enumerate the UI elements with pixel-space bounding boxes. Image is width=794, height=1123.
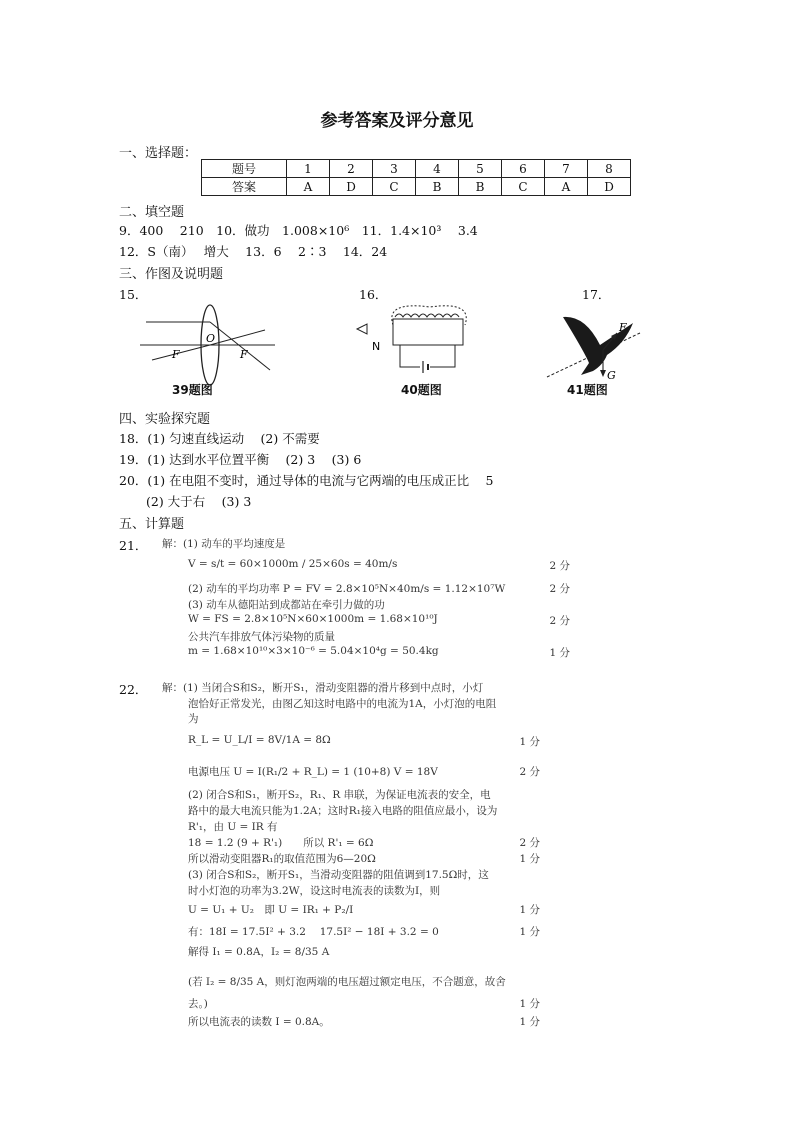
table-row-numbers	[202, 160, 631, 178]
coil-windings	[395, 314, 459, 317]
answer-20-part1: 20．(1) 在电阻不变时，通过导体的电流与它两端的电压成正比 5	[119, 473, 494, 488]
answer-18: 18．(1) 匀速直线运动 (2) 不需要	[119, 431, 320, 446]
fill-line-1: 9．400 210 10．做功 1.008×10⁶ 11．1.4×10³ 3.4	[119, 223, 478, 238]
score-points: 1 分	[519, 1016, 540, 1028]
table-cell: B	[416, 178, 459, 196]
section-choice: 一、选择题：	[119, 146, 198, 161]
solution-line: 18 = 1.2 (9 + R'₁) 所以 R'₁ = 6Ω	[188, 837, 374, 849]
table-cell: 5	[459, 160, 502, 178]
table-cell: C	[502, 178, 545, 196]
solution-line: 所以电流表的读数 I = 0.8A。	[188, 1016, 330, 1028]
solution-line: R'₁，由 U = IR 有	[188, 821, 278, 833]
focus-label-right: F	[240, 348, 248, 361]
table-cell: 1	[287, 160, 330, 178]
circuit-wire-left	[400, 345, 420, 367]
optical-center-label: O	[206, 332, 216, 345]
section-fill: 二、填空题	[119, 205, 185, 220]
table-cell: 4	[416, 160, 459, 178]
answer-19: 19．(1) 达到水平位置平衡 (2) 3 (3) 6	[119, 452, 362, 467]
swallow-diagram	[545, 305, 645, 385]
section-calculation: 五、计算题	[119, 517, 185, 532]
table-cell: 8	[588, 160, 631, 178]
force-f-label: F	[619, 321, 627, 334]
solution-line: (2) 动车的平均功率 P = FV = 2.8×10⁵N×40m/s = 1.12×10⁷W	[188, 583, 506, 595]
section-drawing: 三、作图及说明题	[119, 267, 224, 282]
solution-line: 为	[188, 713, 199, 725]
solution-22	[162, 680, 540, 1030]
solution-line: W = FS = 2.8×10⁵N×60×1000m = 1.68×10¹⁰J	[188, 613, 438, 625]
question-21-label: 21．	[119, 538, 148, 553]
question-17-label: 17．	[582, 287, 611, 302]
solution-line: 解得 I₁ = 0.8A，I₂ = 8/35 A	[188, 946, 330, 958]
table-cell: B	[459, 178, 502, 196]
field-line	[392, 306, 466, 325]
answer-20-part2: (2) 大于右 (3) 3	[146, 494, 252, 509]
score-points: 2 分	[549, 583, 570, 595]
table-header-cell: 题号	[202, 160, 287, 178]
table-header-cell: 答案	[202, 178, 287, 196]
solution-line: 时小灯泡的功率为3.2W，设这时电流表的读数为I，则	[188, 885, 441, 897]
score-points: 1 分	[519, 998, 540, 1010]
page-title: 参考答案及评分意见	[320, 111, 474, 131]
score-points: 2 分	[519, 766, 540, 778]
solution-line: 解：(1) 动车的平均速度是	[162, 538, 286, 550]
solution-line: 泡恰好正常发光，由图乙知这时电路中的电流为1A，小灯泡的电阻	[188, 698, 497, 710]
solution-line: (若 I₂ = 8/35 A，则灯泡两端的电压超过额定电压，不合题意，故舍	[188, 976, 506, 988]
solenoid-diagram	[355, 305, 475, 380]
pole-n-label: N	[372, 340, 381, 353]
solution-line: V = s/t = 60×1000m / 25×60s = 40m/s	[188, 558, 398, 570]
figure-41-caption: 41题图	[567, 383, 608, 397]
table-row-answers	[202, 178, 631, 196]
score-points: 2 分	[549, 560, 570, 572]
solution-21	[162, 536, 570, 666]
table-cell: D	[330, 178, 373, 196]
force-g-label: G	[607, 369, 616, 382]
table-cell: A	[545, 178, 588, 196]
table-cell: A	[287, 178, 330, 196]
question-15-label: 15．	[119, 287, 148, 302]
solution-line: U = U₁ + U₂ 即 U = IR₁ + P₂/I	[188, 904, 354, 916]
focus-label-left: F	[172, 348, 180, 361]
solution-line: (2) 闭合S和S₁，断开S₂，R₁、R 串联，为保证电流表的安全，电	[188, 789, 491, 801]
table-cell: D	[588, 178, 631, 196]
table-cell: C	[373, 178, 416, 196]
table-cell: 2	[330, 160, 373, 178]
solution-line: 路中的最大电流只能为1.2A；这时R₁接入电路的阻值应最小，设为	[188, 805, 498, 817]
question-16-label: 16．	[359, 287, 388, 302]
force-g-arrowhead-icon	[600, 370, 606, 377]
solenoid-core	[393, 319, 463, 345]
table-cell: 6	[502, 160, 545, 178]
solution-line: R_L = U_L/I = 8V/1A = 8Ω	[188, 734, 331, 746]
solution-line: (3) 动车从德阳站到成都站在牵引力做的功	[188, 599, 385, 611]
solution-line: 有：18I = 17.5I² + 3.2 17.5I² − 18I + 3.2 = 0	[188, 926, 439, 938]
solution-line: m = 1.68×10¹⁰×3×10⁻⁶ = 5.04×10⁴g = 50.4kg	[188, 645, 439, 657]
score-points: 1 分	[519, 853, 540, 865]
solution-line: 去。)	[188, 998, 208, 1010]
solution-line: 电源电压 U = I(R₁/2 + R_L) = 1 (10+8) V = 18V	[188, 766, 438, 778]
score-points: 1 分	[519, 736, 540, 748]
table-cell: 3	[373, 160, 416, 178]
score-points: 1 分	[549, 647, 570, 659]
section-experiment: 四、实验探究题	[119, 412, 211, 427]
solution-line: (3) 闭合S和S₂，断开S₁，当滑动变阻器的阻值调到17.5Ω时，这	[188, 869, 489, 881]
solution-line: 公共汽车排放气体污染物的质量	[188, 631, 335, 643]
circuit-wire-right	[430, 345, 455, 367]
score-points: 1 分	[519, 926, 540, 938]
question-22-label: 22．	[119, 682, 148, 697]
solution-line: 解：(1) 当闭合S和S₂，断开S₁，滑动变阻器的滑片移到中点时，小灯	[162, 682, 484, 694]
figure-40-caption: 40题图	[401, 383, 442, 397]
table-cell: 7	[545, 160, 588, 178]
fill-line-2: 12．S（南） 增大 13．6 2∶3 14．24	[119, 244, 388, 259]
solution-line: 所以滑动变阻器R₁的取值范围为6—20Ω	[188, 853, 376, 865]
choice-answer-table	[201, 159, 631, 196]
score-points: 1 分	[519, 904, 540, 916]
compass-needle-icon	[357, 324, 367, 334]
score-points: 2 分	[519, 837, 540, 849]
figure-39-caption: 39题图	[172, 383, 213, 397]
score-points: 2 分	[549, 615, 570, 627]
